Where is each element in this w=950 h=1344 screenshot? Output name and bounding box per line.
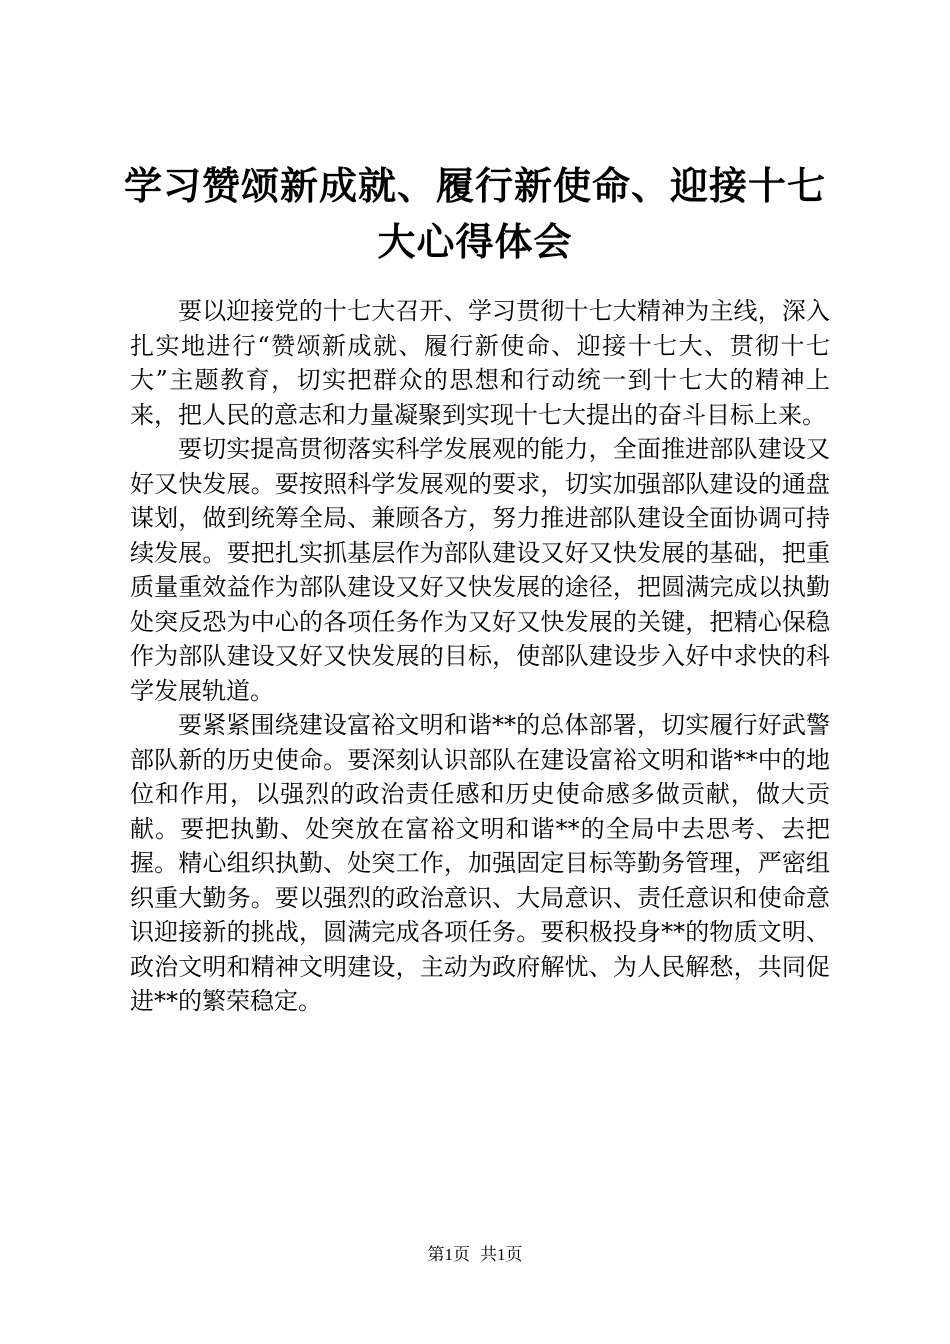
page-number-current: 第1页	[427, 1245, 470, 1264]
body-paragraph: 要切实提高贯彻落实科学发展观的能力，全面推进部队建设又好又快发展。要按照科学发展观的要求，切实加强部队建设的通盘谋划，做到统筹全局、兼顾各方，努力推进部队建设全面协调可持续发展。要把扎实抓基层作为部队建设又好又快发展的基础，把重质量重效益作为部队建设又好又快发展的途径，把圆满完成以执勤处突反恐为中心的各项任务作为又好又快发展的关键，把精心保稳作为部队建设又好又快发展的目标，使部队建设步入好中求快的科学发展轨道。	[130, 435, 830, 705]
page-footer	[0, 1243, 950, 1267]
body-paragraph: 要以迎接党的十七大召开、学习贯彻十七大精神为主线，深入扎实地进行“赞颂新成就、履行新使命、迎接十七大、贯彻十七大”主题教育，切实把群众的思想和行动统一到十七大的精神上来，把人民的意志和力量凝聚到实现十七大提出的奋斗目标上来。	[130, 297, 830, 429]
page-number-total: 共1页	[480, 1245, 523, 1264]
body-paragraph: 要紧紧围绕建设富裕文明和谐**的总体部署，切实履行好武警部队新的历史使命。要深刻认识部队在建设富裕文明和谐**中的地位和作用，以强烈的政治责任感和历史使命感多做贡献，做大贡献。要把执勤、处突放在富裕文明和谐**的全局中去思考、去把握。精心组织执勤、处突工作，加强固定目标等勤务管理，严密组织重大勤务。要以强烈的政治意识、大局意识、责任意识和使命意识迎接新的挑战，圆满完成各项任务。要积极投身**的物质文明、政治文明和精神文明建设，主动为政府解忧、为人民解愁，共同促进**的繁荣稳定。	[130, 711, 830, 1015]
document-title: 学习赞颂新成就、履行新使命、迎接十七大心得体会	[123, 163, 826, 264]
document-body	[130, 294, 830, 1019]
